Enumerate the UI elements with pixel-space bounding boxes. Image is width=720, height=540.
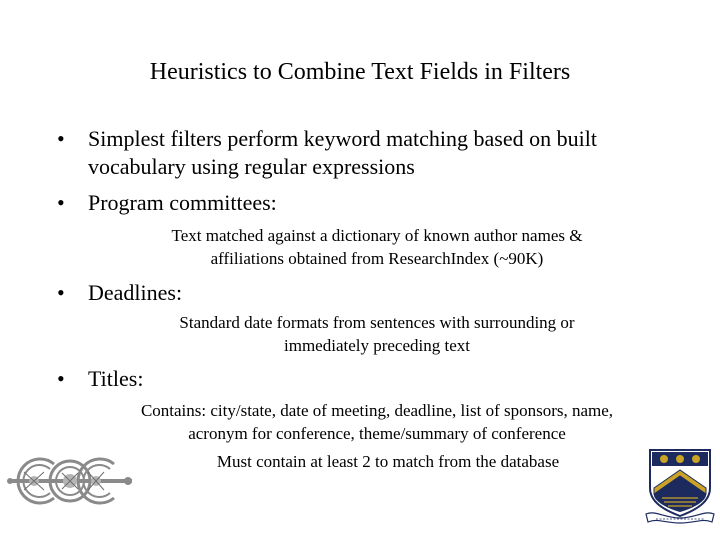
subtext-deadlines <box>17 311 720 357</box>
bullet-symbol: • <box>57 126 65 151</box>
subtext-line-2: acronym for conference, theme/summary of conference <box>188 424 566 443</box>
bullet-text: Titles: <box>88 366 144 391</box>
subtext-line-2: affiliations obtained from ResearchIndex (~90K) <box>210 249 544 268</box>
stylized-letters-logo-icon <box>4 452 134 510</box>
subtext-line-3: Must contain at least 2 to match from the database <box>216 452 560 471</box>
bullet-symbol: • <box>57 366 65 391</box>
university-crest-icon <box>644 444 716 524</box>
slide-title: Heuristics to Combine Text Fields in Filters <box>149 59 571 85</box>
bullet-text <box>88 125 697 181</box>
subtext-line-1: Text matched against a dictionary of known author names & <box>171 226 583 245</box>
subtext-line-1: Standard date formats from sentences with surrounding or <box>179 313 575 332</box>
bullet-line-2: vocabulary using regular expressions <box>88 154 415 179</box>
bullet-symbol: • <box>57 190 65 215</box>
bullet-symbol: • <box>57 280 65 305</box>
bullet-line-1: Simplest filters perform keyword matching based on built <box>88 126 597 151</box>
subtext-line-1: Contains: city/state, date of meeting, deadline, list of sponsors, name, <box>140 401 614 420</box>
subtext-line-2: immediately preceding text <box>284 336 470 355</box>
bullet-text: Program committees: <box>88 190 277 215</box>
bullet-simplest-filters <box>57 125 697 181</box>
bullet-deadlines <box>57 279 697 307</box>
subtext-program-committees <box>17 224 720 270</box>
bullet-program-committees <box>57 189 697 217</box>
bullet-text: Deadlines: <box>88 280 183 305</box>
bullet-titles <box>57 365 697 393</box>
